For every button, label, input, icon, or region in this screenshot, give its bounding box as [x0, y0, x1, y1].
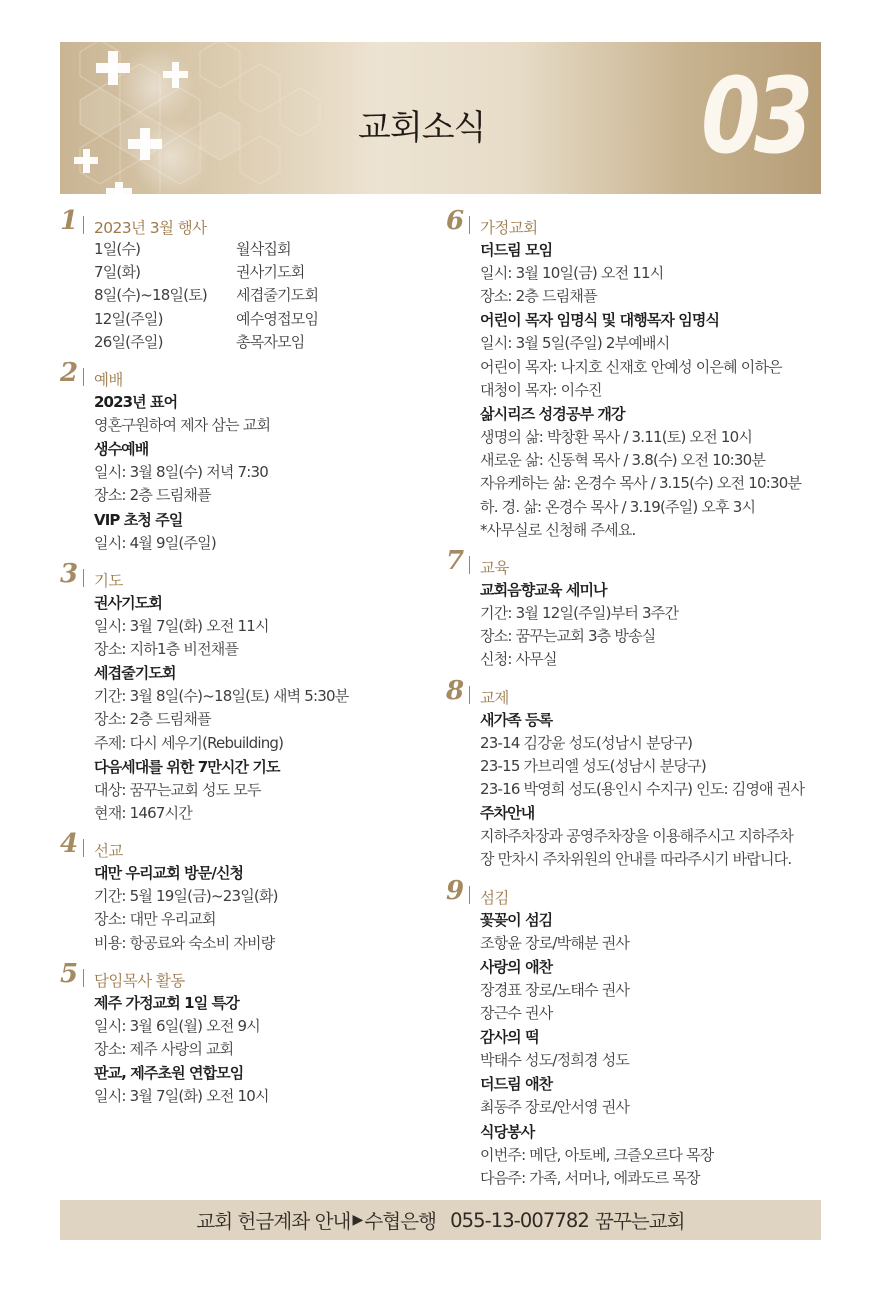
section-number: 4 — [60, 829, 79, 860]
item-detail: 어린이 목자: 나지호 신재호 안예성 이은혜 이하은 — [480, 357, 782, 376]
section-number: 9 — [446, 875, 465, 906]
item-heading: 제주 가정교회 1일 특강 — [94, 993, 239, 1012]
item-detail: 일시: 3월 7일(화) 오전 10시 — [94, 1087, 269, 1106]
item-heading: 어린이 목자 임명식 및 대행목자 임명식 — [480, 311, 720, 330]
section-body — [446, 708, 822, 872]
item-detail: 기간: 3월 8일(수)~18일(토) 새벽 5:30분 — [94, 687, 349, 706]
section-divider — [83, 569, 84, 587]
section-divider — [469, 686, 470, 704]
news-section — [60, 358, 432, 555]
schedule-row — [94, 284, 432, 307]
item-detail: 23-16 박영희 성도(용인시 수지구) 인도: 김영애 권사 — [480, 780, 805, 799]
account-number: 055-13-007782 — [450, 1208, 589, 1232]
item-heading: 판교, 제주초원 연합모임 — [94, 1064, 244, 1083]
news-section — [446, 206, 822, 542]
section-body — [60, 861, 432, 955]
right-column — [446, 206, 822, 1200]
section-header — [60, 206, 432, 238]
section-divider — [83, 368, 84, 386]
item-detail: 영혼구원하여 제자 삼는 교회 — [94, 416, 271, 435]
section-number: 7 — [446, 546, 465, 577]
section-divider — [83, 216, 84, 234]
item-heading: 감사의 떡 — [480, 1028, 539, 1047]
item-detail: 하. 경. 삶: 온경수 목사 / 3.19(주일) 오후 3시 — [480, 497, 756, 516]
section-header — [446, 675, 822, 708]
schedule-row — [94, 308, 432, 331]
item-detail: 이번주: 메단, 아토베, 크즐오르다 목장 — [480, 1145, 714, 1164]
item-detail: 장소: 지하1층 비전채플 — [94, 640, 239, 659]
news-section — [446, 675, 822, 872]
section-body — [446, 238, 822, 542]
section-title: 담임목사 활동 — [94, 971, 185, 990]
section-body — [446, 908, 822, 1190]
schedule-event: 권사기도회 — [236, 263, 305, 282]
section-number: 6 — [446, 206, 465, 236]
section-title: 가정교회 — [480, 219, 538, 237]
section-title: 선교 — [94, 842, 123, 861]
arrow-right-icon: ▶ — [352, 1212, 363, 1228]
section-header — [446, 546, 822, 578]
page-number: 03 — [701, 55, 807, 177]
section-header — [60, 958, 432, 991]
schedule-date: 7일(화) — [94, 263, 141, 282]
item-detail: 23-15 가브리엘 성도(성남시 분당구) — [480, 756, 706, 775]
item-detail: 23-14 김강윤 성도(성남시 분당구) — [480, 733, 693, 752]
item-detail: 현재: 1467시간 — [94, 804, 192, 823]
item-detail: 장소: 제주 사랑의 교회 — [94, 1040, 234, 1059]
item-heading: 주차안내 — [480, 804, 535, 823]
news-section — [60, 829, 432, 955]
section-header — [60, 558, 432, 591]
section-number: 5 — [60, 958, 79, 989]
item-detail: 신청: 사무실 — [480, 650, 557, 669]
news-section — [446, 875, 822, 1190]
offering-account-banner — [60, 1200, 821, 1240]
item-detail: 자유케하는 삶: 온경수 목사 / 3.15(수) 오전 10:30분 — [480, 474, 802, 493]
item-detail: 장소: 대만 우리교회 — [94, 910, 216, 929]
section-body — [60, 238, 432, 354]
item-heading: VIP 초청 주일 — [94, 510, 183, 529]
section-divider — [469, 216, 470, 234]
item-heading: 사랑의 애찬 — [480, 957, 553, 976]
section-title: 교육 — [480, 559, 509, 578]
item-detail: *사무실로 신청해 주세요. — [480, 520, 636, 539]
item-detail: 대청이 목자: 이수진 — [480, 380, 602, 399]
page-title: 교회소식 — [358, 108, 486, 148]
left-column — [60, 206, 432, 1118]
item-detail: 장소: 2층 드림채플 — [94, 710, 211, 729]
section-body — [60, 591, 432, 825]
item-detail: 기간: 5월 19일(금)~23일(화) — [94, 887, 278, 906]
item-heading: 삶시리즈 성경공부 개강 — [480, 405, 625, 424]
item-detail: 최동주 장로/안서영 권사 — [480, 1098, 630, 1117]
section-title: 2023년 3월 행사 — [94, 219, 207, 237]
schedule-event: 예수영접모임 — [236, 309, 319, 328]
item-heading: 교회음향교육 세미나 — [480, 581, 607, 600]
item-detail: 장소: 2층 드림채플 — [480, 287, 597, 306]
item-heading: 식당봉사 — [480, 1122, 535, 1141]
section-body — [60, 991, 432, 1109]
news-section — [60, 958, 432, 1109]
item-detail: 장근수 권사 — [480, 1004, 553, 1023]
item-detail: 일시: 4월 9일(주일) — [94, 533, 216, 552]
account-label: 교회 헌금계좌 안내 — [196, 1210, 351, 1233]
item-heading: 대만 우리교회 방문/신청 — [94, 864, 244, 883]
item-heading: 세겹줄기도회 — [94, 664, 176, 683]
schedule-event: 월삭집회 — [236, 240, 291, 258]
section-divider — [83, 839, 84, 857]
section-number: 2 — [60, 358, 79, 389]
item-detail: 일시: 3월 10일(금) 오전 11시 — [480, 264, 664, 282]
item-detail: 장소: 꿈꾸는교회 3층 방송실 — [480, 627, 656, 646]
item-detail: 생명의 삶: 박창환 목사 / 3.11(토) 오전 10시 — [480, 428, 753, 447]
section-header — [60, 358, 432, 390]
schedule-row — [94, 331, 432, 354]
item-detail: 기간: 3월 12일(주일)부터 3주간 — [480, 604, 679, 623]
section-header — [446, 875, 822, 908]
section-title: 기도 — [94, 571, 123, 590]
section-number: 8 — [446, 675, 465, 706]
schedule-date: 8일(수)~18일(토) — [94, 286, 207, 305]
item-detail: 장경표 장로/노태수 권사 — [480, 980, 630, 999]
news-section — [446, 546, 822, 672]
section-header — [446, 206, 822, 238]
item-detail: 비용: 항공료와 숙소비 자비량 — [94, 933, 275, 952]
news-section — [60, 206, 432, 354]
schedule-date: 26일(주일) — [94, 332, 163, 351]
section-number: 1 — [60, 206, 79, 236]
item-heading: 2023년 표어 — [94, 393, 178, 412]
item-heading: 권사기도회 — [94, 593, 162, 612]
item-detail: 박태수 성도/정희경 성도 — [480, 1051, 630, 1070]
schedule-event: 총목자모임 — [236, 332, 305, 351]
schedule-date: 12일(주일) — [94, 309, 163, 328]
item-detail: 조항윤 장로/박해분 권사 — [480, 933, 630, 952]
section-title: 섬김 — [480, 888, 509, 907]
page-header — [60, 42, 821, 194]
section-title: 교제 — [480, 688, 509, 707]
item-detail: 대상: 꿈꾸는교회 성도 모두 — [94, 780, 261, 799]
item-heading: 더드림 애찬 — [480, 1075, 553, 1094]
item-detail: 장 만차시 주차위원의 안내를 따라주시기 바랍니다. — [480, 850, 792, 869]
item-heading: 새가족 등록 — [480, 710, 553, 729]
item-detail: 일시: 3월 6일(월) 오전 9시 — [94, 1016, 260, 1035]
section-title: 예배 — [94, 371, 123, 390]
section-divider — [83, 969, 84, 987]
item-detail: 일시: 3월 5일(주일) 2부예배시 — [480, 334, 670, 353]
item-detail: 다음주: 가족, 서머나, 에콰도르 목장 — [480, 1168, 700, 1187]
item-heading: 다음세대를 위한 7만시간 기도 — [94, 757, 280, 776]
schedule-row — [94, 238, 432, 261]
bank-name: 수협은행 — [364, 1210, 437, 1233]
item-heading: 생수예배 — [94, 440, 149, 459]
item-detail: 장소: 2층 드림채플 — [94, 486, 211, 505]
item-detail: 새로운 삶: 신동혁 목사 / 3.8(수) 오전 10:30분 — [480, 451, 766, 470]
section-number: 3 — [60, 558, 79, 589]
item-heading: 더드림 모임 — [480, 241, 553, 259]
item-detail: 주제: 다시 세우기(Rebuilding) — [94, 733, 284, 752]
section-header — [60, 829, 432, 861]
account-owner: 꿈꾸는교회 — [594, 1210, 685, 1233]
schedule-date: 1일(수) — [94, 240, 141, 258]
item-detail: 일시: 3월 7일(화) 오전 11시 — [94, 616, 269, 635]
schedule-row — [94, 261, 432, 284]
item-detail: 지하주차장과 공영주차장을 이용해주시고 지하주차 — [480, 827, 794, 846]
section-body — [446, 578, 822, 672]
section-divider — [469, 886, 470, 904]
section-divider — [469, 556, 470, 574]
section-body — [60, 390, 432, 555]
item-heading: 꽃꽂이 섬김 — [480, 910, 553, 929]
item-detail: 일시: 3월 8일(수) 저녁 7:30 — [94, 463, 269, 482]
schedule-event: 세겹줄기도회 — [236, 286, 319, 305]
news-section — [60, 558, 432, 825]
